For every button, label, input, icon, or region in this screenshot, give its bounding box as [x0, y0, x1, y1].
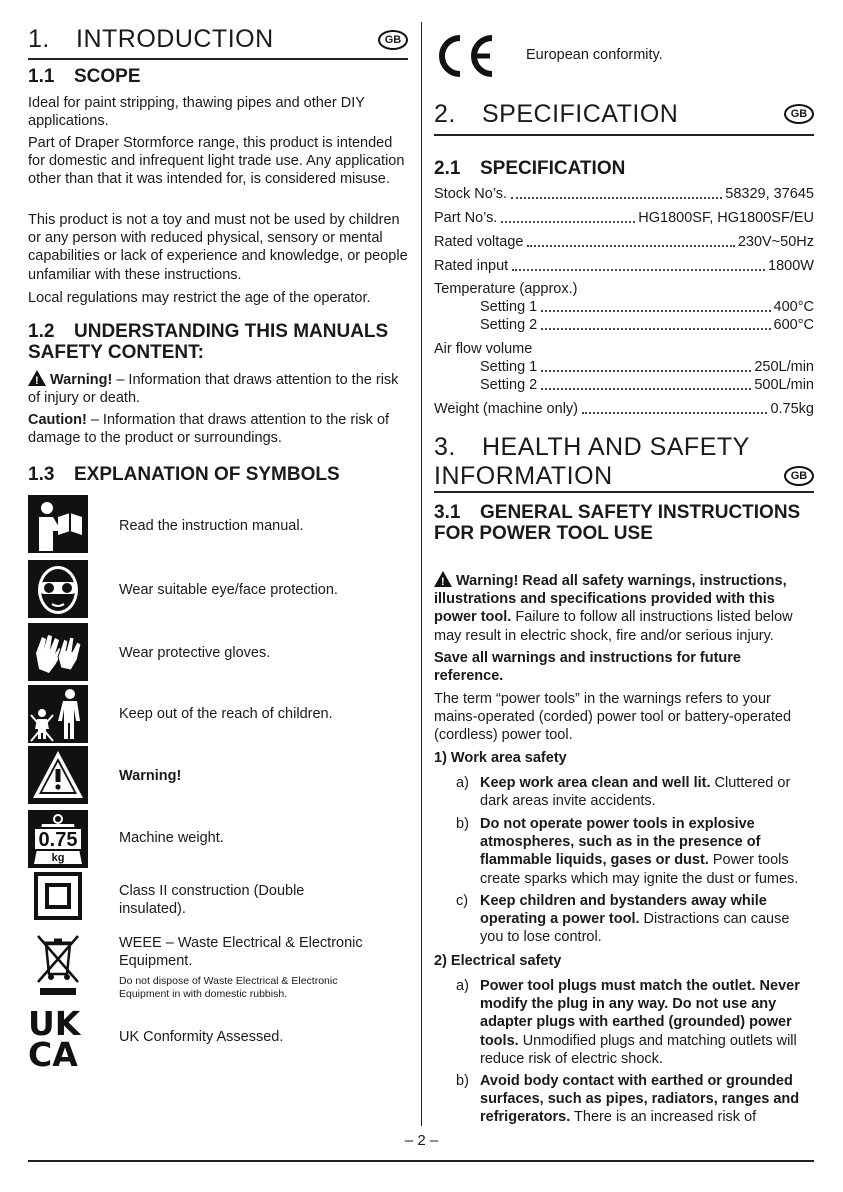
heading-rule [28, 58, 408, 60]
power-tools-term-text: The term “power tools” in the warnings refers to your mains-operated (corded) power tool or battery-operated (cordless) power tool. [434, 691, 792, 744]
dot-leader [512, 257, 765, 271]
spec-label: Setting 1 [480, 359, 538, 375]
warning-triangle-icon [28, 370, 46, 386]
subsection-number: 1.1 [28, 66, 55, 87]
symbol-text-gloves: Wear protective gloves. [119, 645, 271, 661]
warning-icon [28, 746, 88, 804]
symbol-text-ukca: UK Conformity Assessed. [119, 1029, 284, 1045]
gb-badge-icon: GB [784, 104, 814, 124]
subsection-heading-specification [434, 158, 814, 179]
spec-label: Part No’s. [434, 210, 498, 226]
section-number: 2. [434, 100, 456, 128]
gb-badge-icon: GB [784, 466, 814, 486]
spec-value: 0.75kg [770, 401, 814, 417]
caution-label: Caution! [28, 412, 87, 428]
general-warning-bold: Warning! Read all safety warnings, instructions, illustrations and specifications provided with this power tool. [434, 573, 787, 626]
subsection-title: GENERAL SAFETY INSTRUCTIONS FOR POWER TOOL USE [434, 502, 801, 544]
item-bold: Keep children and bystanders away while operating a power tool. [480, 893, 767, 928]
ukca-icon [28, 1005, 92, 1067]
section-heading-specification [434, 100, 814, 129]
general-warning-text: Failure to follow all instructions listed below may result in electric shock, fire and/or serious injury. [434, 609, 793, 644]
subsection-heading-understanding [28, 321, 408, 363]
warning-text: – Information that draws attention to the risk of injury or death. [28, 372, 399, 407]
ukca-bottom-text: CA [28, 1035, 78, 1067]
item-text: Power tools create sparks which may ignite the dust or fumes. [480, 852, 799, 887]
spec-row-air-1 [480, 358, 814, 376]
section-number: 3. [434, 433, 456, 461]
section-heading-health-safety [434, 433, 814, 491]
weight-value-text: 0.75 [38, 829, 78, 851]
section-number: 1. [28, 25, 50, 53]
item-text: Distractions can cause you to lose control. [480, 911, 790, 946]
warning-label: Warning! [50, 372, 113, 388]
weee-icon [36, 934, 80, 996]
spec-row-air-2 [480, 376, 814, 394]
spec-value: 1800W [768, 258, 814, 274]
symbol-text-eye-protection: Wear suitable eye/face protection. [119, 582, 338, 598]
spec-value: 58329, 37645 [725, 186, 814, 202]
footer-rule [28, 1160, 814, 1162]
spec-row-temp-2 [480, 316, 814, 334]
eye-protection-icon [28, 560, 88, 618]
ce-mark-icon [434, 34, 496, 78]
item-bold: Avoid body contact with earthed or grounded surfaces, such as pipes, radiators, ranges and refrigerators. [480, 1073, 800, 1126]
spec-value: HG1800SF, HG1800SF/EU [638, 210, 814, 226]
spec-label: Rated voltage [434, 234, 524, 250]
spec-row-weight [434, 400, 814, 418]
item-letter: c) [456, 893, 469, 909]
symbol-text-weee: WEEE – Waste Electrical & Electronic Equipment. [119, 935, 363, 969]
dot-leader [541, 298, 770, 312]
item-bold: Keep work area clean and well lit. [480, 775, 711, 791]
heading-rule [434, 134, 814, 136]
airflow-label: Air flow volume [434, 341, 533, 357]
symbol-text-weight: Machine weight. [119, 830, 224, 846]
weight-icon [28, 810, 88, 868]
spec-label: Stock No’s. [434, 186, 508, 202]
subsection-heading-symbols [28, 464, 408, 485]
subsection-title: EXPLANATION OF SYMBOLS [74, 464, 340, 485]
dot-leader [541, 376, 751, 390]
spec-row-voltage [434, 233, 814, 251]
work-area-heading: 1) Work area safety [434, 750, 567, 766]
section-title-line-2: INFORMATION [434, 462, 613, 490]
scope-paragraph-3: This product is not a toy and must not be used by children or any person with reduced physical, sensory or mental capabilities or lack of experience and knowledge, or people unfamiliar with these instructions. [28, 212, 408, 283]
weight-unit-text: kg [51, 852, 65, 864]
spec-value: 600°C [773, 317, 814, 333]
scope-paragraph-1: Ideal for paint stripping, thawing pipes and other DIY applications. [28, 95, 365, 130]
caution-definition [28, 411, 408, 447]
dot-leader [527, 233, 734, 247]
gloves-icon [28, 623, 88, 681]
caution-text: – Information that draws attention to the risk of damage to the product or surroundings. [28, 412, 390, 447]
item-bold: Power tool plugs must match the outlet. Never modify the plug in any way. Do not use any adapter plugs with earthed (grounded) power tools. [480, 978, 800, 1049]
item-text: Unmodified plugs and matching outlets will reduce risk of electric shock. [480, 1032, 797, 1067]
subsection-number: 1.2 [28, 321, 55, 342]
general-warning [434, 571, 814, 645]
spec-label: Setting 2 [480, 317, 538, 333]
dot-leader [501, 209, 635, 223]
read-manual-icon [28, 495, 88, 553]
temperature-label: Temperature (approx.) [434, 281, 578, 297]
dot-leader [582, 400, 767, 414]
children-icon [28, 685, 88, 743]
item-letter: a) [456, 775, 469, 791]
section-heading-introduction [28, 25, 408, 54]
item-letter: a) [456, 978, 469, 994]
subsection-heading-scope [28, 66, 408, 87]
spec-row-temp-1 [480, 298, 814, 316]
symbol-text-read-manual: Read the instruction manual. [119, 518, 304, 534]
symbol-text-children: Keep out of the reach of children. [119, 706, 333, 722]
dot-leader [541, 316, 770, 330]
subsection-title: SPECIFICATION [480, 158, 626, 179]
subsection-number: 1.3 [28, 464, 55, 485]
ukca-top-text: UK [28, 1005, 81, 1043]
heading-rule [434, 491, 814, 493]
spec-value: 500L/min [754, 377, 814, 393]
spec-value: 230V~50Hz [737, 234, 814, 250]
spec-value: 250L/min [754, 359, 814, 375]
symbol-text-warning: Warning! [119, 768, 182, 784]
warning-triangle-icon [434, 571, 452, 587]
item-text: There is an increased risk of [570, 1109, 757, 1126]
dot-leader [541, 358, 751, 372]
section-title: SPECIFICATION [482, 100, 679, 128]
spec-label: Rated input [434, 258, 509, 274]
symbol-text-weee-note: Do not dispose of Waste Electrical & Electronic Equipment in with domestic rubbish. [119, 975, 338, 1000]
item-text: Cluttered or dark areas invite accidents. [480, 775, 791, 810]
dot-leader [511, 185, 722, 199]
subsection-title: UNDERSTANDING THIS MANUALS SAFETY CONTENT: [28, 321, 389, 363]
item-bold: Do not operate power tools in explosive atmospheres, such as in the presence of flammable liquids, gases or dust. [480, 816, 761, 869]
item-letter: b) [456, 816, 469, 832]
scope-paragraph-2: Part of Draper Stormforce range, this product is intended for domestic and infrequent light trade use. Any application other than that it was intended for, is considered misuse. [28, 135, 405, 188]
spec-value: 400°C [773, 299, 814, 315]
spec-label: Setting 1 [480, 299, 538, 315]
electrical-safety-heading: 2) Electrical safety [434, 953, 562, 969]
subsection-title: SCOPE [74, 66, 141, 87]
spec-row-input [434, 257, 814, 275]
item-letter: b) [456, 1073, 469, 1089]
ce-description: European conformity. [526, 47, 663, 63]
warning-definition [28, 370, 408, 407]
spec-label: Setting 2 [480, 377, 538, 393]
scope-paragraph-4: Local regulations may restrict the age of the operator. [28, 290, 371, 306]
spec-row-stock [434, 185, 814, 203]
subsection-heading-general-safety [434, 502, 814, 544]
section-title-line-1: HEALTH AND SAFETY [482, 433, 750, 461]
page-number: – 2 – [404, 1132, 439, 1149]
subsection-number: 3.1 [434, 502, 461, 523]
class2-icon [34, 872, 82, 920]
section-title: INTRODUCTION [76, 25, 274, 53]
spec-label: Weight (machine only) [434, 401, 578, 417]
subsection-number: 2.1 [434, 158, 461, 179]
column-divider [421, 22, 422, 1126]
symbol-text-class2: Class II construction (Double insulated). [119, 883, 305, 917]
gb-badge-icon: GB [378, 30, 408, 50]
save-warnings-text: Save all warnings and instructions for future reference. [434, 650, 741, 685]
spec-row-part [434, 209, 814, 227]
